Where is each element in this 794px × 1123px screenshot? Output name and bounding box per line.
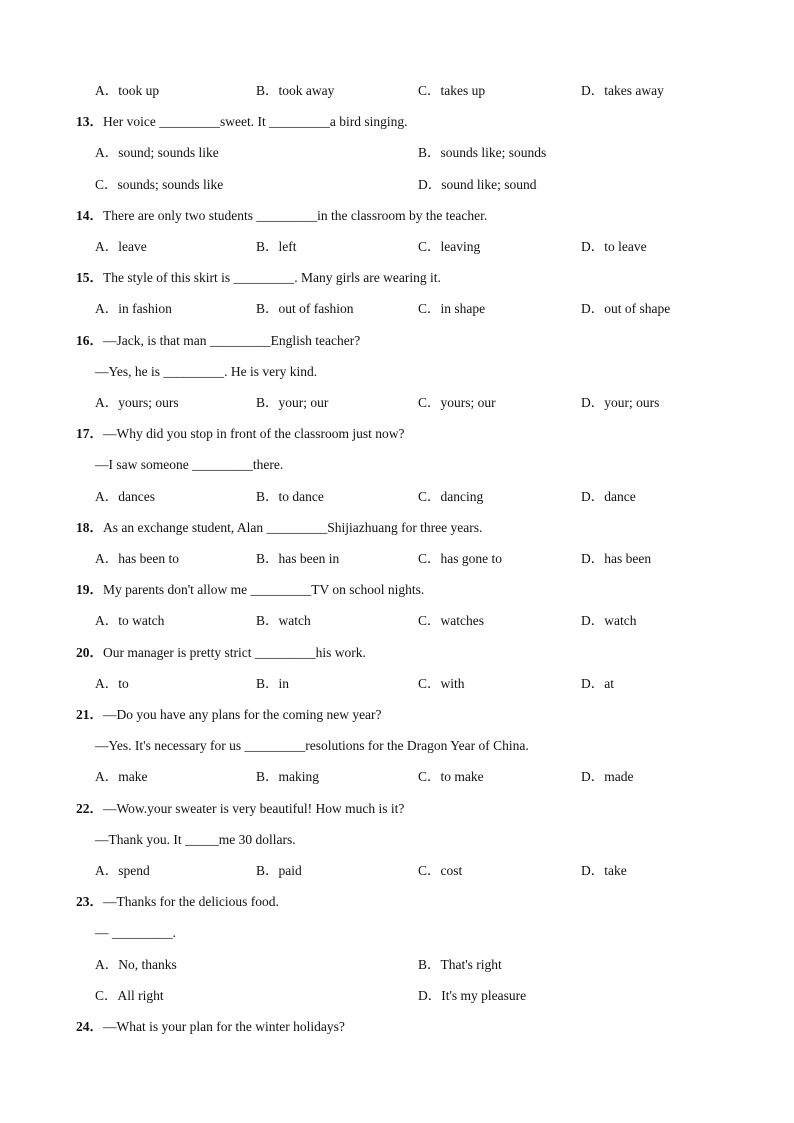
question-text: —Thanks for the delicious food. [103,894,279,909]
answer-option: B．paid [256,863,302,878]
answer-option: A．dances [95,489,155,504]
question-stem [76,1017,345,1037]
answer-option: A．make [95,769,148,784]
answer-option: A．leave [95,239,147,254]
question-number: 21． [76,707,103,722]
answer-option: C．has gone to [418,551,502,566]
answer-option: B．sounds like; sounds [418,145,547,160]
answer-option: D．takes away [581,83,664,98]
options-row [0,611,794,631]
question-stem [76,331,360,351]
question-number: 16． [76,333,103,348]
answer-option: C．sounds; sounds like [95,177,224,192]
dialogue-row [0,736,794,756]
question-stem [76,799,404,819]
question-row [0,643,794,663]
question-stem [76,112,407,132]
answer-option: C．watches [418,613,484,628]
answer-option: A．spend [95,863,150,878]
answer-option: D．has been [581,551,652,566]
question-text: —Why did you stop in front of the classroom just now? [103,426,405,441]
question-number: 19． [76,582,103,597]
question-text: —Do you have any plans for the coming new year? [103,707,382,722]
dialogue-row [0,455,794,475]
options-row [0,487,794,507]
options-row [0,143,794,163]
answer-option: C．in shape [418,301,486,316]
answer-option: D．to leave [581,239,647,254]
question-number: 23． [76,894,103,909]
question-text: —Wow.your sweater is very beautiful! How much is it? [103,801,405,816]
question-row [0,112,794,132]
answer-option: A．took up [95,83,160,98]
question-text: My parents don't allow me _________TV on school nights. [103,582,425,597]
options-row [0,175,794,195]
answer-option: A．has been to [95,551,179,566]
answer-option: D．sound like; sound [418,177,537,192]
dialogue-line: —Thank you. It _____me 30 dollars. [95,832,296,847]
question-stem [76,206,487,226]
answer-option: B．your; our [256,395,329,410]
answer-option: C．leaving [418,239,481,254]
answer-option: C．dancing [418,489,484,504]
question-number: 22． [76,801,103,816]
answer-option: B．in [256,676,290,691]
options-row [0,955,794,975]
answer-option: C．to make [418,769,484,784]
answer-option: D．your; ours [581,395,660,410]
question-stem [76,580,424,600]
answer-option: B．That's right [418,957,502,972]
answer-option: D．It's my pleasure [418,988,527,1003]
question-number: 20． [76,645,103,660]
answer-option: C．cost [418,863,463,878]
dialogue-line: — _________. [95,925,176,940]
question-text: Our manager is pretty strict _________his work. [103,645,366,660]
answer-option: D．take [581,863,627,878]
question-number: 15． [76,270,103,285]
question-number: 24． [76,1019,103,1034]
options-row [0,549,794,569]
answer-option: B．watch [256,613,311,628]
question-text: As an exchange student, Alan _________Shijiazhuang for three years. [103,520,483,535]
question-stem [76,705,382,725]
question-stem [76,892,279,912]
question-number: 17． [76,426,103,441]
answer-option: A．to [95,676,129,691]
dialogue-line: —Yes, he is _________. He is very kind. [95,364,318,379]
answer-option: C．takes up [418,83,486,98]
question-row [0,518,794,538]
dialogue-row [0,362,794,382]
answer-option: A．yours; ours [95,395,179,410]
question-row [0,424,794,444]
question-stem [76,643,366,663]
options-row [0,237,794,257]
answer-option: B．making [256,769,319,784]
dialogue-row [0,923,794,943]
question-row [0,799,794,819]
answer-option: B．out of fashion [256,301,354,316]
question-text: The style of this skirt is _________. Many girls are wearing it. [103,270,441,285]
dialogue-row [0,830,794,850]
question-text: Her voice _________sweet. It _________a bird singing. [103,114,408,129]
options-row [0,986,794,1006]
answer-option: A．to watch [95,613,165,628]
answer-option: D．out of shape [581,301,671,316]
question-row [0,206,794,226]
dialogue-line: —I saw someone _________there. [95,457,284,472]
answer-option: C．yours; our [418,395,496,410]
answer-option: D．watch [581,613,637,628]
answer-option: D．made [581,769,634,784]
options-row [0,393,794,413]
answer-option: B．took away [256,83,335,98]
answer-option: D．dance [581,489,636,504]
question-row [0,1017,794,1037]
question-stem [76,518,482,538]
question-stem [76,268,441,288]
options-row [0,767,794,787]
question-row [0,331,794,351]
answer-option: A．sound; sounds like [95,145,219,160]
question-stem [76,424,404,444]
answer-option: C．with [418,676,465,691]
dialogue-line: —Yes. It's necessary for us _________resolutions for the Dragon Year of China. [95,738,529,753]
question-row [0,705,794,725]
question-text: —Jack, is that man _________English teacher? [103,333,361,348]
answer-option: B．to dance [256,489,324,504]
answer-option: A．in fashion [95,301,172,316]
question-row [0,892,794,912]
question-text: There are only two students _________in the classroom by the teacher. [103,208,488,223]
options-row [0,861,794,881]
options-row [0,299,794,319]
question-number: 13． [76,114,103,129]
answer-option: C．All right [95,988,164,1003]
question-row [0,580,794,600]
options-row [0,81,794,101]
answer-option: D．at [581,676,614,691]
answer-option: B．has been in [256,551,340,566]
question-text: —What is your plan for the winter holidays? [103,1019,345,1034]
question-number: 18． [76,520,103,535]
question-number: 14． [76,208,103,223]
options-row [0,674,794,694]
question-row [0,268,794,288]
answer-option: A．No, thanks [95,957,177,972]
answer-option: B．left [256,239,297,254]
